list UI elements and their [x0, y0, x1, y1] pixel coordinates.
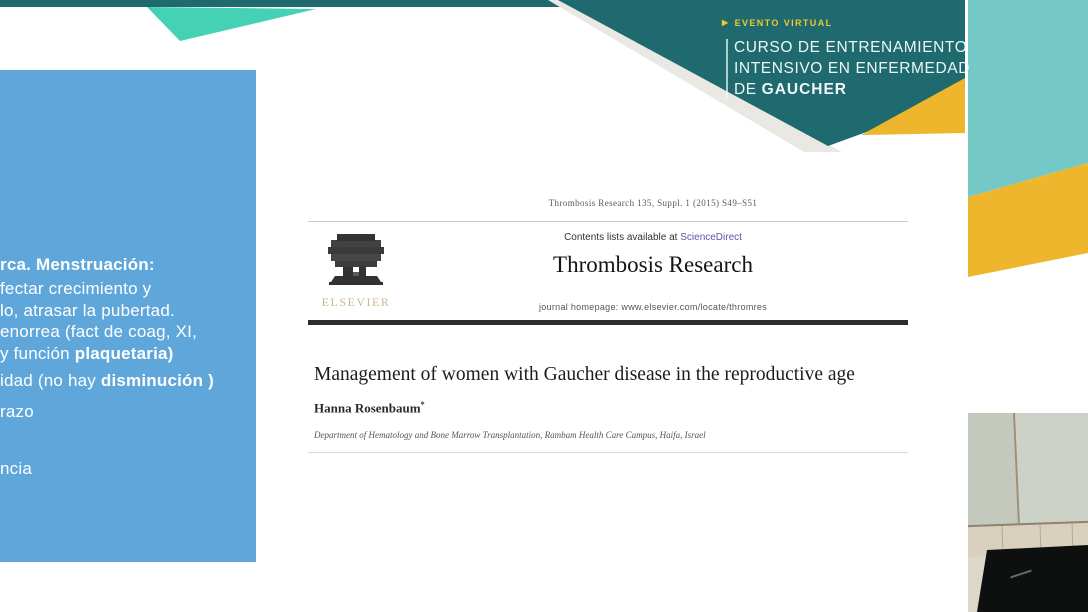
journal-title: Thrombosis Research — [553, 252, 753, 277]
elsevier-tree-icon — [323, 232, 389, 294]
citation-line: Thrombosis Research 135, Suppl. 1 (2015) S49–S51 — [548, 198, 758, 208]
play-icon: ▶ — [722, 18, 730, 27]
note-line: y función plaquetaria) — [0, 344, 174, 363]
event-kicker-label: EVENTO VIRTUAL — [734, 18, 833, 28]
banner-accent-bar — [726, 39, 728, 99]
author-asterisk: * — [420, 400, 425, 409]
event-title-gaucher: GAUCHER — [761, 81, 848, 98]
paper-title: Management of women with Gaucher disease in the reproductive age — [314, 364, 855, 385]
event-title-line-1: CURSO DE ENTRENAMIENTO — [734, 39, 968, 56]
event-title-line-3: DE GAUCHER — [734, 81, 848, 98]
header-thick-rule — [308, 320, 908, 325]
note-line: idad (no hay disminución ) — [0, 371, 214, 390]
journal-homepage-line: journal homepage: www.elsevier.com/locate/thromres — [538, 302, 768, 312]
sciencedirect-link: ScienceDirect — [680, 232, 742, 243]
webcam-video-tile[interactable] — [968, 413, 1088, 612]
author-line: Hanna Rosenbaum* — [314, 400, 425, 416]
journal-article-panel — [308, 190, 908, 464]
section-divider-rule — [308, 452, 908, 453]
note-line: razo — [0, 402, 34, 421]
event-title-line-2: INTENSIVO EN ENFERMEDAD — [734, 60, 970, 77]
header-top-rule — [308, 221, 908, 222]
note-panel — [0, 70, 256, 562]
elsevier-logo — [314, 232, 398, 310]
contents-line: Contents lists available at ScienceDirect — [564, 232, 742, 243]
note-line: fectar crecimiento y — [0, 279, 152, 298]
event-kicker — [722, 18, 833, 28]
affiliation-line: Department of Hematology and Bone Marrow Transplantation, Rambam Health Care Campus, Haifa, Israel — [314, 430, 706, 440]
elsevier-wordmark: ELSEVIER — [321, 295, 391, 309]
note-line: ncia — [0, 459, 32, 478]
note-line: enorrea (fact de coag, XI, — [0, 322, 198, 341]
note-line: lo, atrasar la pubertad. — [0, 301, 175, 320]
event-title — [734, 37, 984, 100]
note-line: rca. Menstruación: — [0, 255, 155, 274]
